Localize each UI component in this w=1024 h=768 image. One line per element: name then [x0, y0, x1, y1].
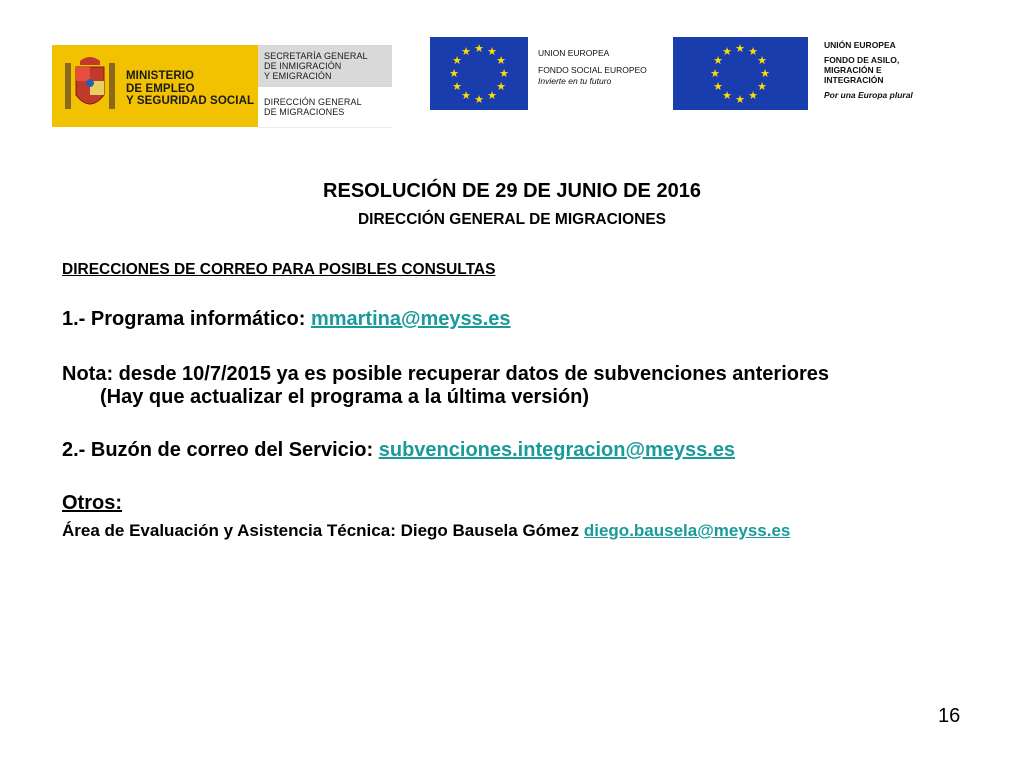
eu-fami-line2: FONDO DE ASILO, MIGRACIÓN E INTEGRACIÓN	[824, 55, 900, 85]
section-heading: DIRECCIONES DE CORREO PARA POSIBLES CONSULTAS	[62, 261, 496, 278]
item-programa	[62, 308, 511, 331]
eu-stars-icon	[673, 37, 808, 110]
email-link-subvenciones[interactable]: subvenciones.integracion@meyss.es	[378, 439, 736, 461]
eu-flag-fami	[673, 37, 808, 110]
eu-fami-line1: UNIÓN EUROPEA	[824, 40, 896, 50]
page-subtitle: DIRECCIÓN GENERAL DE MIGRACIONES	[357, 211, 667, 228]
eu-fami-line3: Por una Europa plural	[824, 90, 913, 100]
eu-stars-icon	[430, 37, 528, 110]
page-title: RESOLUCIÓN DE 29 DE JUNIO DE 2016	[323, 180, 701, 202]
note-line-1: Nota: desde 10/7/2015 ya es posible recuperar datos de subvenciones anteriores	[62, 363, 829, 385]
svg-text:★: ★	[461, 45, 471, 58]
svg-text:★: ★	[474, 42, 484, 55]
email-link-diego[interactable]: diego.bausela@meyss.es	[583, 521, 791, 540]
ministry-logo-yellow-panel	[52, 45, 258, 127]
eu-fse-line2: FONDO SOCIAL EUROPEO	[538, 65, 647, 75]
coat-of-arms-icon	[62, 53, 118, 119]
svg-text:★: ★	[748, 89, 758, 102]
svg-text:★: ★	[461, 89, 471, 102]
svg-text:★: ★	[496, 54, 506, 67]
item-buzon-label: 2.- Buzón de correo del Servicio:	[62, 439, 379, 461]
eu-fse-label	[538, 48, 647, 87]
item-area-label: Área de Evaluación y Asistencia Técnica: Diego Bausela Gómez	[62, 521, 584, 540]
svg-text:★: ★	[487, 89, 497, 102]
otros-heading: Otros:	[62, 492, 122, 514]
svg-text:★: ★	[474, 93, 484, 106]
eu-fami-label	[824, 40, 913, 100]
svg-text:★: ★	[496, 80, 506, 93]
item-area	[62, 521, 790, 541]
svg-text:★: ★	[713, 54, 723, 67]
svg-text:★: ★	[713, 80, 723, 93]
svg-text:★: ★	[452, 54, 462, 67]
note-line-2: (Hay que actualizar el programa a la última versión)	[100, 386, 590, 408]
svg-text:★: ★	[757, 54, 767, 67]
direccion-general-logo-text: DIRECCIÓN GENERAL DE MIGRACIONES	[264, 97, 362, 117]
email-link-mmartina[interactable]: mmartina@meyss.es	[310, 308, 511, 330]
svg-text:★: ★	[748, 45, 758, 58]
eu-fse-line3: Invierte en tu futuro	[538, 76, 612, 86]
eu-fse-line1: UNION EUROPEA	[538, 48, 610, 58]
svg-text:★: ★	[452, 80, 462, 93]
svg-text:★: ★	[722, 45, 732, 58]
ministry-name: MINISTERIO DE EMPLEO Y SEGURIDAD SOCIAL	[126, 70, 255, 107]
svg-text:★: ★	[722, 89, 732, 102]
page-number: 16	[938, 705, 961, 727]
item-programa-label: 1.- Programa informático:	[62, 308, 311, 330]
svg-text:★: ★	[760, 67, 770, 80]
eu-flag-fse	[430, 37, 528, 110]
svg-text:★: ★	[487, 45, 497, 58]
svg-text:★: ★	[449, 67, 459, 80]
item-buzon	[62, 439, 735, 462]
secretaria-general-text: SECRETARÍA GENERAL DE INMIGRACIÓN Y EMIGRACIÓN	[264, 51, 368, 81]
ministry-logo	[52, 45, 392, 127]
svg-text:★: ★	[735, 93, 745, 106]
svg-text:★: ★	[735, 42, 745, 55]
svg-text:★: ★	[710, 67, 720, 80]
svg-text:★: ★	[757, 80, 767, 93]
svg-text:★: ★	[499, 67, 509, 80]
